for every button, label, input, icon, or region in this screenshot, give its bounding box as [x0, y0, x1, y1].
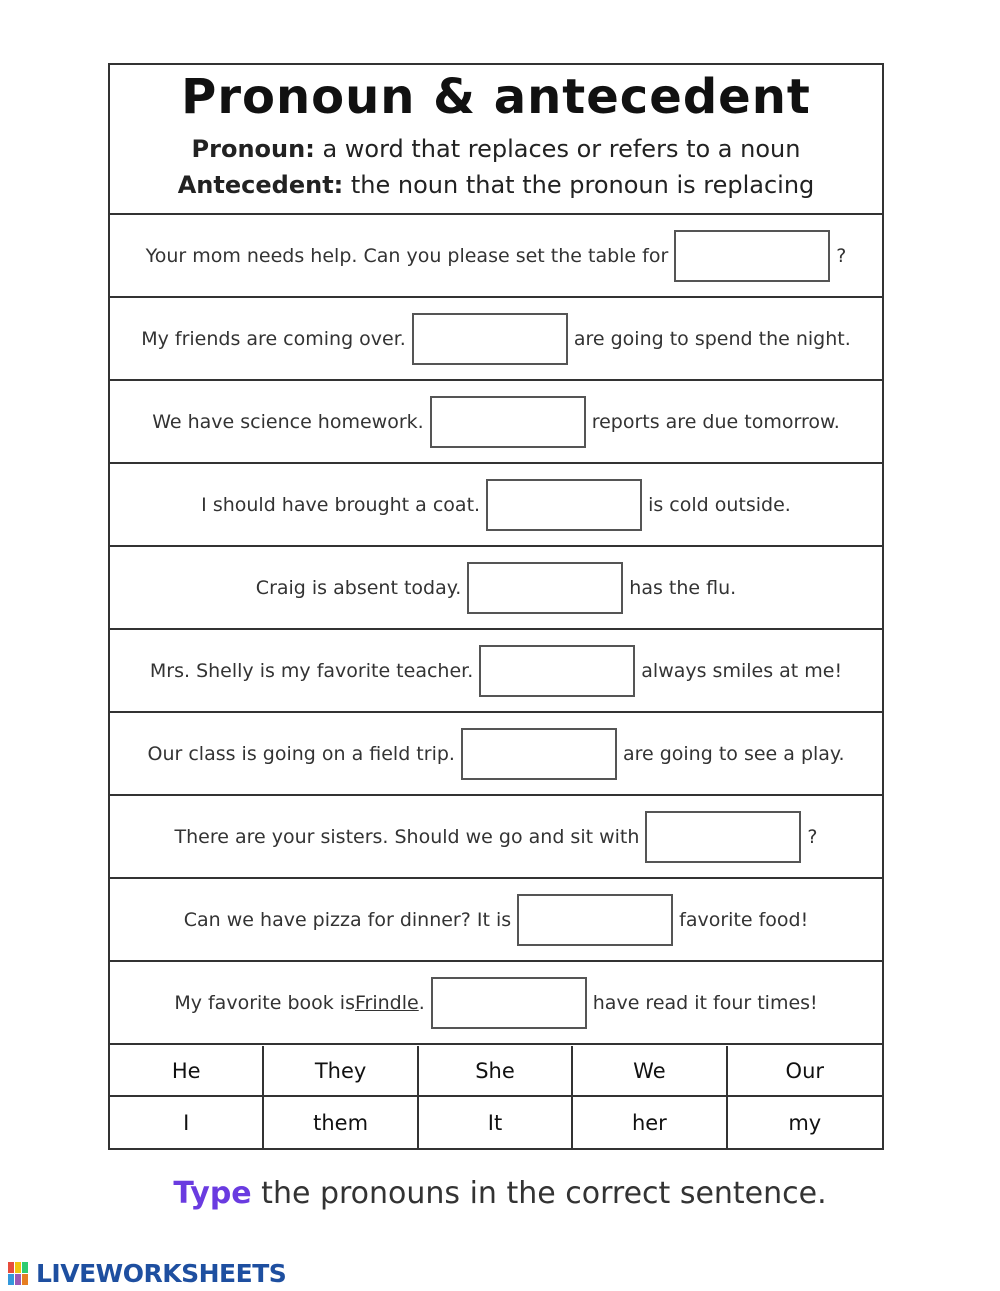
book-title: Frindle: [355, 991, 419, 1014]
antecedent-def-text: the noun that the pronoun is replacing: [343, 171, 815, 199]
answer-input-10[interactable]: [431, 977, 587, 1029]
sentence-text: We have science homework.: [152, 410, 424, 433]
answer-input-1[interactable]: [674, 230, 830, 282]
sentence-row-2: [110, 298, 882, 381]
sentence-text: are going to spend the night.: [573, 327, 851, 350]
sentence-row-4: [110, 464, 882, 547]
liveworksheets-logo-text: LIVEWORKSHEETS: [36, 1258, 287, 1288]
sentence-text: are going to see a play.: [622, 742, 845, 765]
sentence-text: Craig is absent today.: [255, 576, 462, 599]
pronoun-definition: [110, 135, 882, 163]
sentence-text: has the flu.: [629, 576, 737, 599]
word-bank: [110, 1046, 882, 1148]
sentence-text: There are your sisters. Should we go and sit with: [174, 825, 640, 848]
instruction-rest: the pronouns in the correct sentence.: [251, 1176, 827, 1211]
word-bank-cell: Our: [728, 1046, 882, 1097]
word-bank-cell: She: [419, 1046, 573, 1097]
sentence-text: favorite food!: [679, 908, 809, 931]
word-bank-cell: It: [419, 1097, 573, 1148]
sentence-row-10: [110, 962, 882, 1045]
sentence-row-1: [110, 215, 882, 298]
sentence-text: have read it four times!: [592, 991, 818, 1014]
antecedent-definition: [110, 171, 882, 199]
instruction-text: [0, 1176, 1000, 1211]
sentence-row-8: [110, 796, 882, 879]
sentence-text: always smiles at me!: [641, 659, 843, 682]
word-bank-cell: her: [573, 1097, 727, 1148]
instruction-type-word: Type: [173, 1176, 252, 1211]
sentence-text: is cold outside.: [648, 493, 791, 516]
worksheet-header: [110, 65, 882, 215]
sentence-row-7: [110, 713, 882, 796]
sentence-period: .: [418, 991, 425, 1014]
sentence-text: ?: [807, 825, 818, 848]
sentence-row-6: [110, 630, 882, 713]
pronoun-def-text: a word that replaces or refers to a noun: [314, 135, 801, 163]
word-bank-cell: my: [788, 1110, 822, 1135]
sentence-row-9: [110, 879, 882, 962]
sentence-text: Mrs. Shelly is my favorite teacher.: [149, 659, 474, 682]
answer-input-3[interactable]: [430, 396, 586, 448]
answer-input-2[interactable]: [412, 313, 568, 365]
word-bank-cell: them: [264, 1097, 418, 1148]
pronoun-term: Pronoun:: [191, 135, 315, 163]
antecedent-term: Antecedent:: [177, 171, 344, 199]
answer-input-5[interactable]: [467, 562, 623, 614]
liveworksheets-logo: [8, 1259, 286, 1287]
sentence-row-5: [110, 547, 882, 630]
sentence-text: Can we have pizza for dinner? It is: [183, 908, 512, 931]
sentence-text: reports are due tomorrow.: [591, 410, 840, 433]
page-title: Pronoun & antecedent: [181, 69, 811, 125]
word-bank-cell: I: [110, 1097, 264, 1148]
sentence-text: [174, 992, 424, 1014]
sentence-row-3: [110, 381, 882, 464]
word-bank-cell: We: [573, 1046, 727, 1097]
sentence-text: Your mom needs help. Can you please set the table for: [145, 244, 669, 267]
answer-input-8[interactable]: [645, 811, 801, 863]
sentence-text: My friends are coming over.: [141, 327, 406, 350]
sentence-start: My favorite book is: [174, 991, 355, 1014]
answer-input-6[interactable]: [479, 645, 635, 697]
sentence-text: ?: [836, 244, 847, 267]
answer-input-4[interactable]: [486, 479, 642, 531]
word-bank-cell: He: [110, 1046, 264, 1097]
sentence-text: I should have brought a coat.: [201, 493, 481, 516]
liveworksheets-logo-icon: [8, 1260, 34, 1286]
answer-input-9[interactable]: [517, 894, 673, 946]
answer-input-7[interactable]: [461, 728, 617, 780]
worksheet: [108, 63, 884, 1150]
word-bank-cell: They: [264, 1046, 418, 1097]
sentence-text: Our class is going on a field trip.: [147, 742, 455, 765]
